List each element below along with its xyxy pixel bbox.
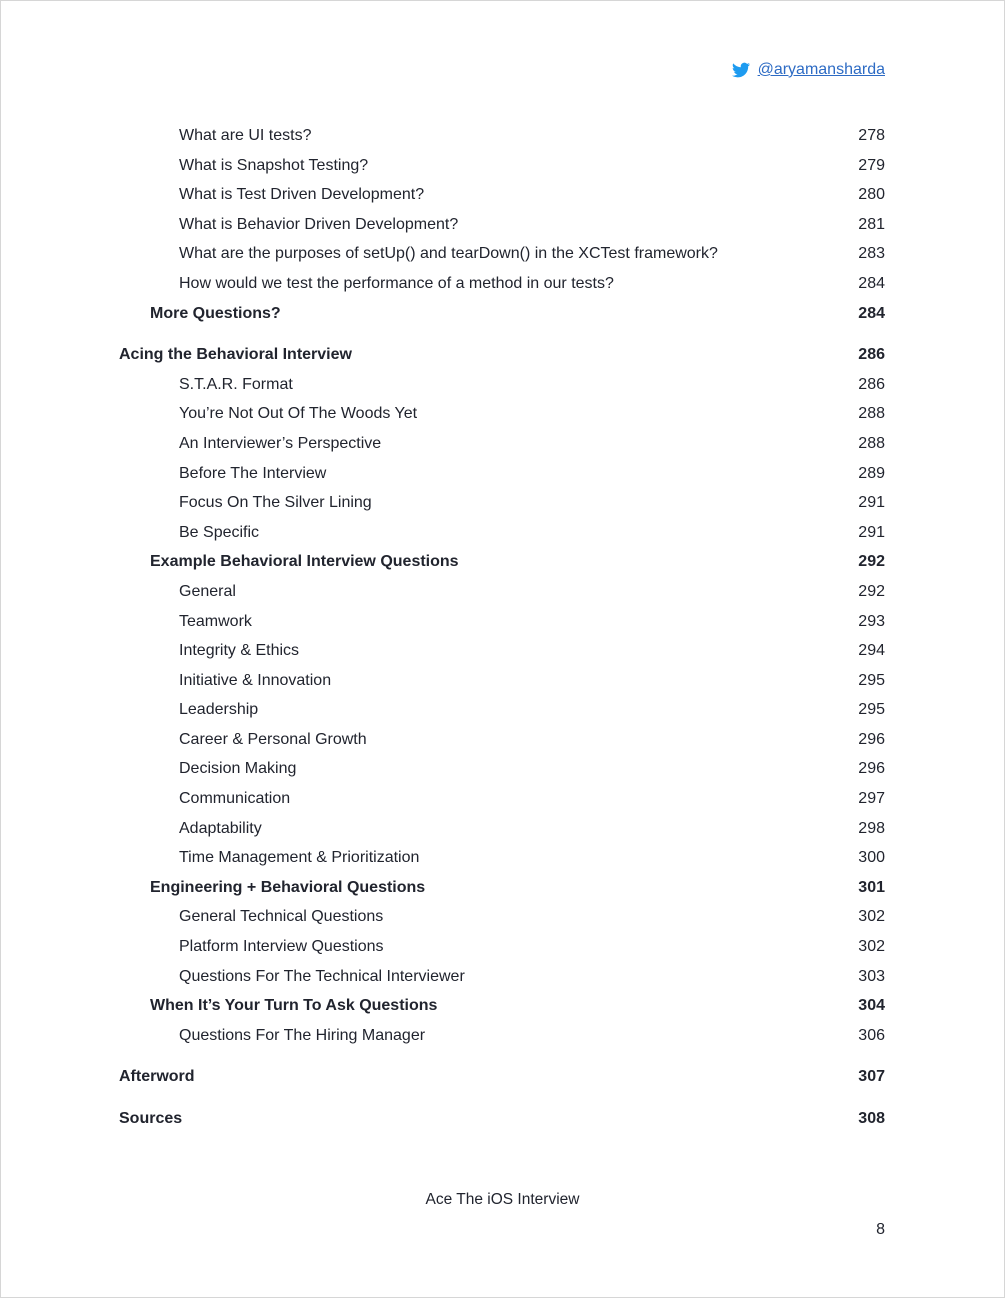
- toc-entry-page: 295: [858, 671, 885, 689]
- toc-entry-label: Be Specific: [179, 523, 260, 541]
- toc-entry: [119, 725, 885, 755]
- toc-entry: [119, 1062, 885, 1092]
- toc-entry: [119, 607, 885, 637]
- toc-entry-label: What are the purposes of setUp() and tearDown() in the XCTest framework?: [179, 245, 718, 263]
- toc-entry-label: Initiative & Innovation: [179, 671, 332, 689]
- toc-entry-label: Adaptability: [179, 819, 262, 837]
- toc-entry: [119, 340, 885, 370]
- toc-entry-page: 284: [858, 304, 885, 322]
- toc-entry-page: 300: [858, 849, 885, 867]
- toc-entry-page: 286: [858, 375, 885, 393]
- footer-page-number: 8: [876, 1221, 885, 1238]
- toc-entry-page: 295: [858, 701, 885, 719]
- toc-entry-page: 281: [858, 215, 885, 233]
- toc-entry-label: General: [179, 582, 236, 600]
- toc-entry-label: What is Snapshot Testing?: [179, 156, 369, 174]
- toc-entry: [119, 991, 885, 1021]
- toc-entry: [119, 873, 885, 903]
- toc-entry-label: Afterword: [119, 1068, 195, 1086]
- toc-entry-label: Leadership: [179, 701, 259, 719]
- toc-entry-label: Sources: [119, 1110, 183, 1127]
- toc-entry-label: Questions For The Technical Interviewer: [179, 967, 465, 985]
- toc-entry-label: You’re Not Out Of The Woods Yet: [179, 405, 418, 423]
- toc-entry-page: 294: [858, 642, 885, 660]
- toc-entry-page: 308: [858, 1110, 885, 1127]
- toc-entry: [119, 814, 885, 844]
- toc-entry-label: An Interviewer’s Perspective: [179, 434, 382, 452]
- toc-entry: [119, 1021, 885, 1051]
- toc-entry-label: Before The Interview: [179, 464, 327, 482]
- toc-entry: [119, 121, 885, 151]
- toc-entry-label: What is Behavior Driven Development?: [179, 215, 459, 233]
- toc-entry: [119, 636, 885, 666]
- toc-entry: [119, 399, 885, 429]
- toc-entry-page: 302: [858, 908, 885, 926]
- toc-list: [119, 121, 885, 1134]
- toc-entry-label: Time Management & Prioritization: [179, 849, 420, 867]
- footer-book-title: Ace The iOS Interview: [425, 1191, 580, 1208]
- toc-entry-page: 289: [858, 464, 885, 482]
- toc-entry-page: 291: [858, 494, 885, 512]
- toc-entry-page: 293: [858, 612, 885, 630]
- toc-entry-page: 307: [858, 1068, 885, 1086]
- toc-entry-page: 283: [858, 245, 885, 263]
- toc-entry: [119, 784, 885, 814]
- toc-entry-page: 301: [858, 878, 885, 896]
- toc-entry: [119, 429, 885, 459]
- toc-entry-page: 303: [858, 967, 885, 985]
- toc-entry-page: 280: [858, 186, 885, 204]
- toc-entry-label: How would we test the performance of a method in our tests?: [179, 274, 614, 292]
- toc-entry: [119, 488, 885, 518]
- page-header: [119, 61, 885, 79]
- toc-entry-page: 286: [858, 346, 885, 364]
- toc-entry: [119, 370, 885, 400]
- twitter-icon: [732, 61, 750, 79]
- toc-entry-page: 306: [858, 1026, 885, 1044]
- toc-entry: [119, 547, 885, 577]
- toc-entry-label: General Technical Questions: [179, 908, 384, 926]
- toc-entry-page: 297: [858, 790, 885, 808]
- toc-entry: [119, 666, 885, 696]
- toc-entry: [119, 962, 885, 992]
- toc-entry-label: More Questions?: [150, 304, 281, 322]
- toc-entry-page: 288: [858, 434, 885, 452]
- toc-entry-page: 292: [858, 553, 885, 571]
- toc-entry-label: What are UI tests?: [179, 127, 312, 144]
- toc-entry: [119, 1104, 885, 1134]
- toc-entry-page: 284: [858, 274, 885, 292]
- toc-entry: [119, 239, 885, 269]
- toc-entry-label: Acing the Behavioral Interview: [119, 346, 352, 364]
- toc-entry-label: S.T.A.R. Format: [179, 375, 293, 393]
- toc-entry-page: 296: [858, 730, 885, 748]
- toc-entry-label: Engineering + Behavioral Questions: [150, 878, 426, 896]
- toc-entry-label: Questions For The Hiring Manager: [179, 1026, 426, 1044]
- toc-entry-label: Decision Making: [179, 760, 297, 778]
- toc-entry-label: When It’s Your Turn To Ask Questions: [150, 997, 438, 1015]
- toc-entry-label: Platform Interview Questions: [179, 938, 384, 956]
- toc-entry-page: 278: [858, 127, 885, 144]
- toc-entry: [119, 299, 885, 329]
- toc-entry-page: 291: [858, 523, 885, 541]
- toc-entry-page: 292: [858, 582, 885, 600]
- toc-entry: [119, 695, 885, 725]
- toc-entry-label: What is Test Driven Development?: [179, 186, 425, 204]
- toc-entry-label: Teamwork: [179, 612, 252, 630]
- toc-entry: [119, 518, 885, 548]
- toc-entry-page: 279: [858, 156, 885, 174]
- toc-entry-page: 296: [858, 760, 885, 778]
- toc-entry-label: Example Behavioral Interview Questions: [150, 553, 459, 571]
- toc-entry-page: 288: [858, 405, 885, 423]
- toc-entry: [119, 754, 885, 784]
- twitter-handle-link[interactable]: @aryamansharda: [757, 61, 885, 78]
- toc-entry: [119, 577, 885, 607]
- toc-entry-label: Focus On The Silver Lining: [179, 494, 372, 512]
- toc-entry: [119, 210, 885, 240]
- toc-entry: [119, 269, 885, 299]
- toc-entry-page: 298: [858, 819, 885, 837]
- toc-entry: [119, 459, 885, 489]
- toc-entry: [119, 180, 885, 210]
- toc-entry-label: Communication: [179, 790, 291, 808]
- toc-entry: [119, 151, 885, 181]
- toc-entry: [119, 843, 885, 873]
- toc-entry-label: Career & Personal Growth: [179, 730, 367, 748]
- toc-entry-page: 304: [858, 997, 885, 1015]
- toc-entry: [119, 902, 885, 932]
- toc-entry: [119, 932, 885, 962]
- toc-entry-page: 302: [858, 938, 885, 956]
- toc-entry-label: Integrity & Ethics: [179, 642, 300, 660]
